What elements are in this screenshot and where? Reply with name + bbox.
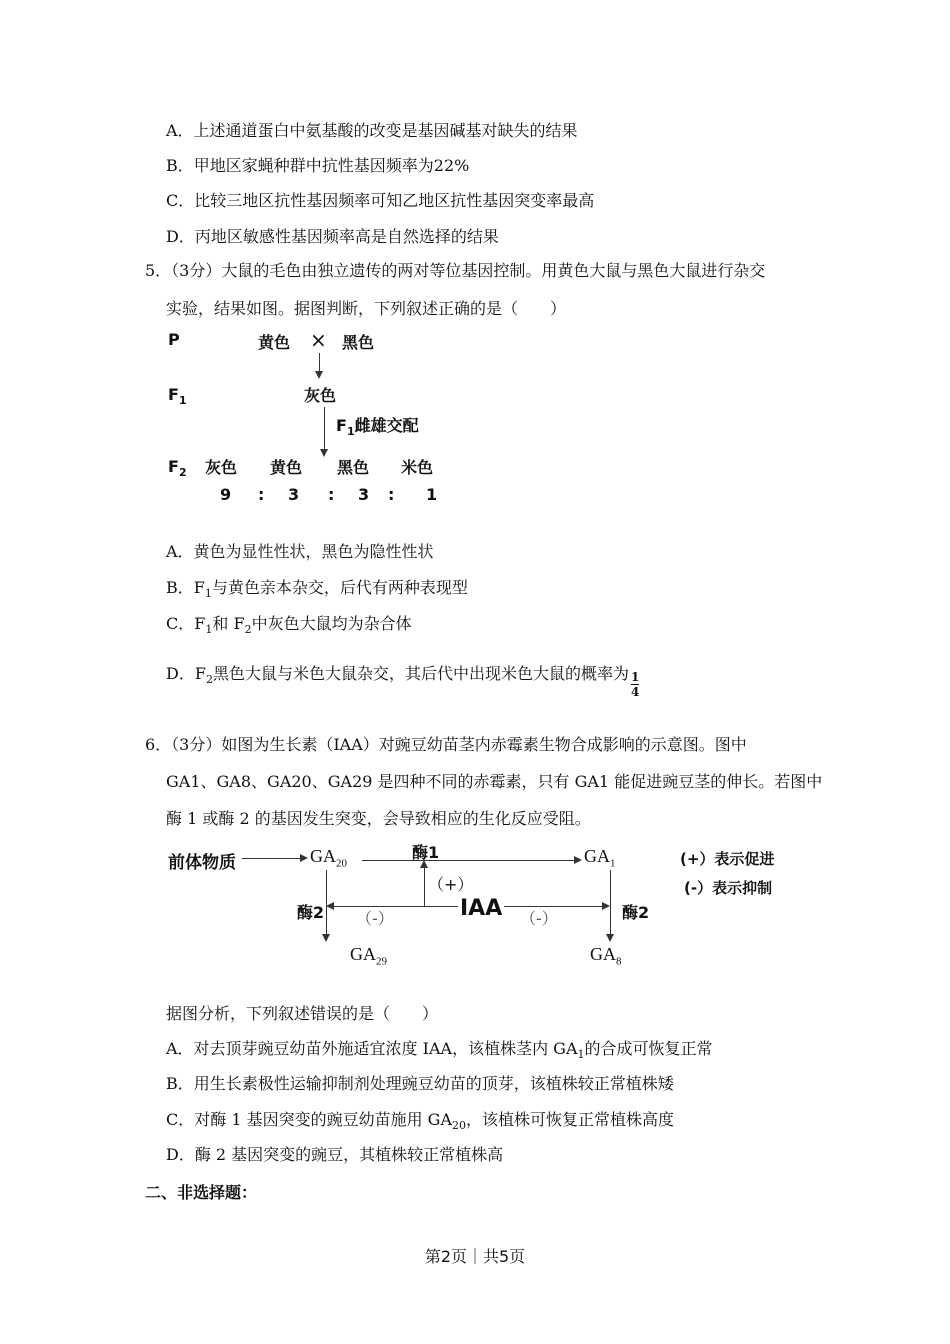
- arrow-head: [602, 902, 610, 910]
- precursor-label: 前体物质: [168, 853, 236, 873]
- q6-option-d: D．酶 2 基因突变的豌豆，其植株较正常植株高: [166, 1145, 504, 1164]
- parent-yellow: 黄色: [258, 333, 291, 352]
- ga20: $GA_{20}$: [310, 846, 347, 870]
- arrow-head: [322, 934, 330, 942]
- promote-label: （+）: [428, 875, 474, 894]
- gen-f2: $F_2$: [168, 457, 187, 480]
- page-footer: 第2页｜共5页: [424, 1247, 526, 1266]
- q6-option-a: A．对去顶芽豌豆幼苗外施适宜浓度 IAA，该植株茎内 $GA_1$的合成可恢复正常: [166, 1039, 713, 1062]
- enzyme2-label: 酶2: [622, 903, 650, 922]
- ratio-3: 3: [358, 485, 370, 504]
- arrow-line: [326, 870, 327, 938]
- arrow-head: [606, 934, 614, 942]
- q5-cross-diagram: [160, 325, 460, 515]
- parent-black: 黑色: [342, 333, 375, 352]
- q5-stem-line2: 实验，结果如图。据图判断，下列叙述正确的是（ ）: [166, 299, 567, 318]
- f2-gray: 灰色: [205, 458, 238, 477]
- arrow-line: [319, 353, 320, 373]
- q5-option-d: D．$F_2$黑色大鼠与米色大鼠杂交，其后代中出现米色大鼠的概率为 $\frac{1}{4}$: [166, 664, 640, 699]
- ratio-2: 3: [288, 485, 300, 504]
- ga29: $GA_{29}$: [350, 944, 387, 968]
- iaa-label: IAA: [460, 896, 503, 921]
- ratio-colon: :: [328, 485, 335, 504]
- f2-black: 黑色: [337, 458, 370, 477]
- f2-yellow: 黄色: [270, 458, 303, 477]
- enzyme2-label: 酶2: [296, 903, 324, 922]
- ratio-colon: :: [388, 485, 395, 504]
- arrow-head: [420, 860, 428, 868]
- ratio-1: 9: [220, 485, 232, 504]
- legend-inhibit: (-）表示抑制: [684, 879, 773, 897]
- q4-option-a: A．上述通道蛋白中氨基酸的改变是基因碱基对缺失的结果: [166, 121, 578, 140]
- gen-f1: $F_1$: [168, 385, 187, 408]
- q5-option-b: B．$F_1$与黄色亲本杂交，后代有两种表现型: [166, 578, 468, 601]
- q6-pathway-diagram: [160, 830, 810, 980]
- section-heading: 二、非选择题：: [145, 1183, 258, 1202]
- arrow-head: [326, 902, 334, 910]
- arrow-line: [610, 870, 611, 938]
- arrow-line: [362, 860, 574, 861]
- q6-stem-line1: 6．（3分）如图为生长素（IAA）对豌豆幼苗茎内赤霉素生物合成影响的示意图。图中: [145, 735, 747, 754]
- q4-option-c: C．比较三地区抗性基因频率可知乙地区抗性基因突变率最高: [166, 191, 595, 210]
- arrow-head: [300, 854, 308, 862]
- arrow-line: [242, 858, 300, 859]
- arrow-head: [574, 856, 582, 864]
- ratio-4: 1: [426, 485, 438, 504]
- inhibit-label: （-）: [356, 909, 394, 928]
- f1-mating-label: $F_1$雌雄交配: [336, 416, 419, 439]
- arrow-line: [332, 906, 458, 907]
- q6-option-b: B．用生长素极性运输抑制剂处理豌豆幼苗的顶芽，该植株较正常植株矮: [166, 1074, 674, 1093]
- legend-promote: (+）表示促进: [680, 850, 775, 868]
- q5-option-c: C．$F_1$和 $F_2$中灰色大鼠均为杂合体: [166, 614, 412, 637]
- ga8: $GA_8$: [590, 944, 622, 968]
- q6-stem-line2: GA1、GA8、GA20、GA29 是四种不同的赤霉素，只有 GA1 能促进豌豆茎的伸长。若图中: [166, 772, 823, 791]
- q6-stem-line3: 酶 1 或酶 2 的基因发生突变，会导致相应的生化反应受阻。: [166, 809, 591, 828]
- q6-prompt: 据图分析，下列叙述错误的是（ ）: [166, 1004, 439, 1023]
- inhibit-label: （-）: [520, 909, 558, 928]
- ratio-colon: :: [258, 485, 265, 504]
- f1-gray: 灰色: [304, 386, 337, 405]
- q5-option-a: A．黄色为显性性状，黑色为隐性性状: [166, 542, 434, 561]
- arrow-line: [324, 407, 325, 451]
- arrow-line: [424, 866, 425, 906]
- q4-option-d: D．丙地区敏感性基因频率高是自然选择的结果: [166, 227, 499, 246]
- ga1: $GA_1$: [584, 846, 616, 870]
- cross-symbol: ×: [310, 328, 327, 352]
- q4-option-b: B．甲地区家蝇种群中抗性基因频率为22%: [166, 156, 470, 175]
- f2-cream: 米色: [401, 458, 434, 477]
- gen-p: P: [168, 330, 180, 349]
- fraction: $\frac{1}{4}$: [630, 670, 640, 699]
- q5-stem-line1: 5．（3分）大鼠的毛色由独立遗传的两对等位基因控制。用黄色大鼠与黑色大鼠进行杂交: [145, 261, 766, 280]
- arrow-head: [320, 449, 328, 457]
- enzyme1-label: 酶1: [412, 843, 440, 862]
- arrow-head: [315, 371, 323, 379]
- q6-option-c: C．对酶 1 基因突变的豌豆幼苗施用 $GA_{20}$，该植株可恢复正常植株高度: [166, 1110, 675, 1133]
